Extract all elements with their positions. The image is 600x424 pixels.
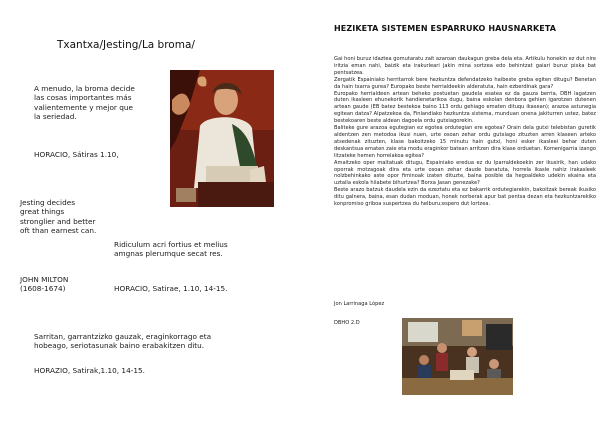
- article-title: HEZIKETA SISTEMEN ESPARRUKO HAUSNARKETA: [334, 24, 557, 33]
- spanish-quote: [34, 84, 135, 122]
- english-attribution-line: JOHN MILTON: [20, 275, 69, 284]
- basque-quote-line: hobeago, seriotasunak baino erabakitzen ditu.: [34, 341, 205, 351]
- latin-quote: [114, 240, 228, 259]
- latin-quote-line: Ridiculum acri fortius et melius: [114, 240, 228, 249]
- english-quote: [20, 198, 96, 236]
- classroom-photo: [402, 318, 513, 395]
- basque-attribution: HORAZIO, Satirak,1.10, 14-15.: [34, 366, 145, 375]
- basque-quote: [34, 332, 211, 351]
- class-label: DBHO 2.D: [334, 320, 360, 326]
- spanish-quote-line: valientemente y mejor que: [34, 102, 133, 112]
- english-attribution-line: (1608-1674): [20, 284, 66, 294]
- left-page-title: Txantxa/Jesting/La broma/: [57, 39, 195, 51]
- spanish-attribution: HORACIO, Sátiras 1.10,: [34, 150, 119, 159]
- spanish-quote-line: A menudo, la broma decide: [34, 84, 135, 93]
- english-quote-line: Jesting decides: [20, 198, 75, 207]
- article-paragraph: Zergatik Espainiako herritarrok bere hezkuntza defendatzeko haibeste greba egiten ditugu? Benetan da hain txarra gurea? Europako beste herrialdeekin alderatuta, hain ezberdinak gara?: [334, 76, 596, 90]
- article-body: [334, 56, 596, 208]
- latin-attribution: HORACIO, Satirae, 1.10, 14-15.: [114, 284, 228, 293]
- article-paragraph: Beste arazo batzuk daudela ezin da ezeztatu eta ez bakarrik ordutegiarekin, bakoitzak bereak ikusiko ditu galnera, baina, esan dudan moduan, honek norberak apur bat pentsa dezan eta hezkuntzarekiko konpromiso griboa suspertzea du helburu;espero dut lortzea.: [334, 187, 596, 208]
- latin-quote-line: amgnas plerumque secat res.: [114, 249, 223, 259]
- painting-illustration: [170, 70, 274, 207]
- classroom-illustration: [402, 318, 513, 395]
- article-paragraph: Europako herrialdeen artean beheko postuetan gaudela esatea ez da gauza berria, DBH lagatzen duten ikasleen ehunekorik handienetarikoa dugu, baina eskolan denbora gehien igarotzen dutenen artean gaude (EB batez bestekoa baino 113 ordu gehiago ematen dituqu ikasean); arazoa astunegia egitean datza? Alpatzekoa da, Finlandiako hezkuntza sistema, munduan onena jakiturren ustez, batez bestekoaren beste aldean dagoela ordu gutxiagorekin.: [334, 90, 596, 125]
- painting-image: [170, 70, 274, 207]
- article-paragraph: Gai honi buruz idaztea gomutaratu zait azaroan daukagun greba dela eta. Artikulu honekin ez dut nire iritzia eman nahi, baizik eta irakurleari jakin mina sortzea edo behintzat gaiari buruz pixka bat pentsatzea.: [334, 56, 596, 76]
- english-attribution: [20, 275, 68, 294]
- basque-quote-line: Sarritan, garrantzizko gauzak, eraginkorrago eta: [34, 332, 212, 341]
- article-paragraph: Baliteke gure arazoa egutegian ez egotea ordutegian ere egotea? Orain dela gutxi telebistan guretik aldentzen zen metodoa ikusi nuen, urte osoan zehar ordu gutxiago zituzten arren klaseen arteko atsedenak zituzten, klase bakoitzeko 15 minutu hain gutxi, honi esker ikasleei behar duten deskantsua ematen zaie eta modu eraginkor batean arritzen dira klase orduetan. Komenigarria izango litzateke hemen horrelakoa egitea?: [334, 125, 596, 159]
- spanish-quote-line: la seriedad.: [34, 112, 77, 122]
- author-name: Jon Larrinaga López: [334, 301, 385, 307]
- english-quote-line: oft than earnest can.: [20, 226, 97, 236]
- english-quote-line: great things: [20, 207, 65, 217]
- article-paragraph: Amaitzeko oper maitatuak ditugu, Espainiako eredua ez du lparraldekoekin zer ikusirik, han udako oporrak motzagoak dira eta urte osoan zehar daude banatuta, horrela ikasle nahiz irakasleek nolzbehinkako aste opor fiminoak izaten dituzte, baina posible da hegoaldeko udekin ekaina eta uztaila eskola hilabete bihurtzea? Borxa Jasan genezake?: [334, 159, 596, 187]
- english-quote-line: stronglier and better: [20, 216, 96, 226]
- spanish-quote-line: las cosas importantes más: [34, 93, 132, 103]
